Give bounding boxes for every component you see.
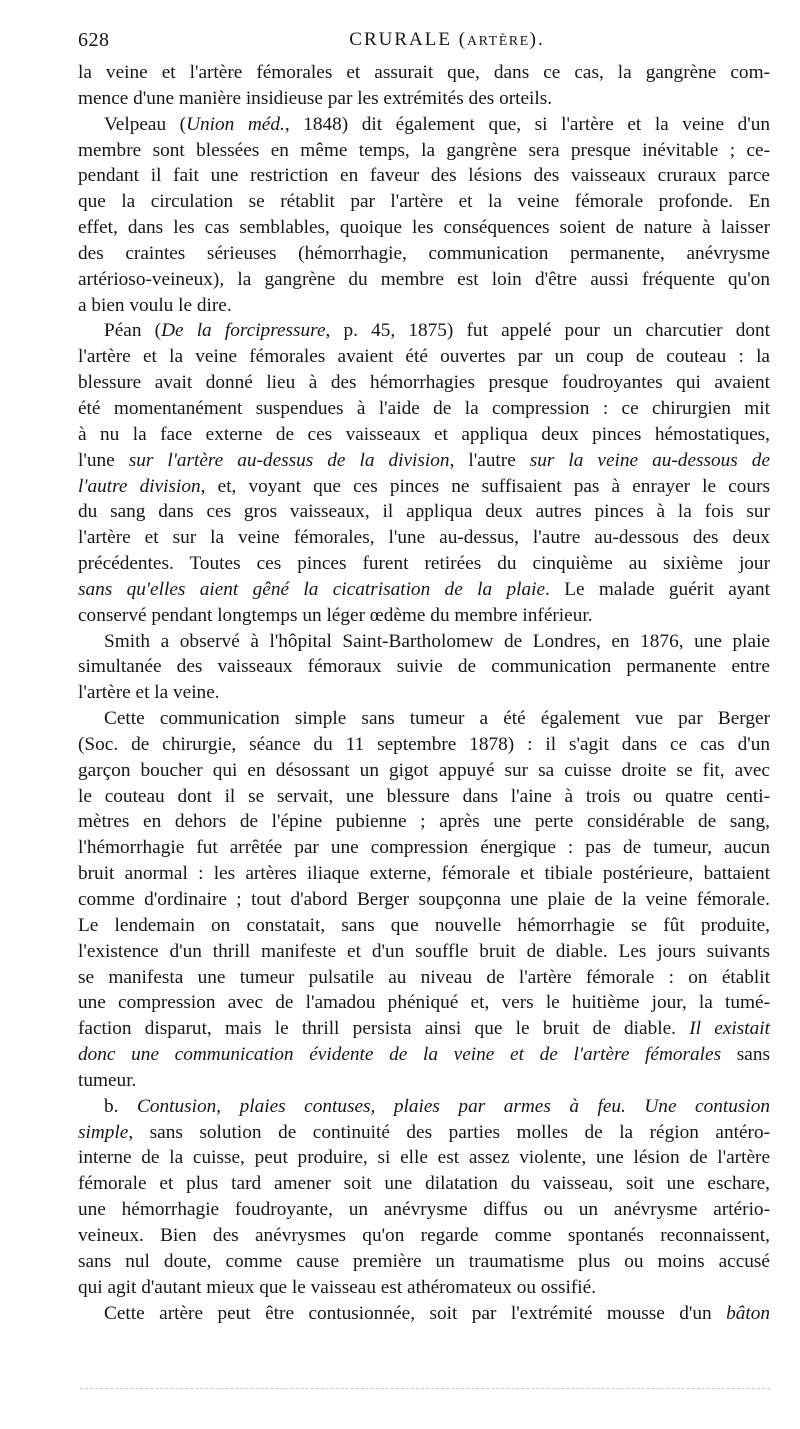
text-line [78, 1145, 770, 1171]
text-run: tumeur. [78, 1069, 137, 1091]
running-head [78, 29, 776, 51]
text-line [78, 809, 770, 835]
text-line [78, 138, 770, 164]
text-run: le couteau dont il se servait, une blessure dans l'aine à trois ou quatre centi- [78, 785, 770, 807]
text-line [78, 422, 770, 448]
text-line [78, 1068, 770, 1094]
text-run: l'existence d'un thrill manifeste et d'un souffle bruit de diable. Les jours suivants [78, 940, 770, 962]
text-line [78, 344, 770, 370]
page-header [78, 29, 776, 55]
italic-run: Il existait [689, 1018, 770, 1040]
text-run: fémorale et plus tard amener soit une dilatation du vaisseau, soit une eschare, [78, 1173, 770, 1195]
text-line [78, 1171, 770, 1197]
text-run: Cette communication simple sans tumeur a été également vue par Berger [104, 708, 770, 730]
text-run: , et, voyant que ces pinces ne suffisaient pas à enrayer le cours [200, 475, 771, 497]
text-run: , l'autre [449, 449, 530, 471]
text-run: Le lendemain on constatait, sans que nouvelle hémorrhagie se fût produite, [78, 914, 770, 936]
text-run: sans [721, 1044, 770, 1066]
text-run: Velpeau ( [104, 113, 187, 135]
text-run: se manifesta une tumeur pulsatile au niveau de l'artère fémorale : on établit [78, 966, 770, 988]
text-line [78, 577, 770, 603]
text-line [78, 370, 770, 396]
text-run: conservé pendant longtemps un léger œdème du membre inférieur. [78, 604, 593, 626]
text-run: , sans solution de continuité des parties molles de la région antéro- [128, 1121, 770, 1143]
text-run: simultanée des vaisseaux fémoraux suivie de communication permanente entre [78, 656, 770, 678]
text-line [78, 60, 770, 86]
text-run: l'artère et la veine. [78, 682, 220, 704]
text-run: bruit anormal : les artères iliaque externe, fémorale et tibiale postérieure, battaient [78, 863, 770, 885]
text-line [78, 965, 770, 991]
text-run: effet, dans les cas semblables, quoique les conséquences soient de nature à laisser [78, 217, 770, 239]
text-line [78, 835, 770, 861]
text-run: membre sont blessées en même temps, la gangrène sera presque inévitable ; ce- [78, 139, 770, 161]
text-line [78, 913, 770, 939]
text-line [78, 215, 770, 241]
text-run: a bien voulu le dire. [78, 294, 232, 316]
text-run: l'artère et la veine fémorales avaient été ouvertes par un coup de couteau : la [78, 346, 770, 368]
text-run: Péan ( [104, 320, 162, 342]
running-head-end: ). [529, 29, 545, 50]
text-line [78, 629, 770, 655]
text-run: comme d'ordinaire ; tout d'abord Berger soupçonna une plaie de la veine fémorale. [78, 889, 770, 910]
text-line [78, 267, 770, 293]
text-run: mence d'une manière insidieuse par les extrémités des orteils. [78, 87, 553, 109]
text-line [78, 887, 770, 913]
italic-run: Union méd. [186, 113, 285, 135]
text-line [78, 732, 770, 758]
body-text [78, 60, 770, 1326]
text-line [78, 1094, 770, 1120]
text-run: que la circulation se rétablit par l'artère et la veine fémorale profonde. En [78, 191, 770, 213]
text-line [78, 706, 770, 732]
text-line [78, 189, 770, 215]
text-run: sans nul doute, comme cause première un traumatisme plus ou moins accusé [78, 1250, 770, 1272]
italic-run: sur la veine au-dessous de [529, 449, 770, 471]
text-line [78, 163, 770, 189]
footer-rule [80, 1388, 770, 1389]
text-line [78, 396, 770, 422]
text-line [78, 293, 770, 319]
text-run: l'artère et sur la veine fémorales, l'une au-dessus, l'autre au-dessous des deux [78, 527, 770, 549]
text-line [78, 474, 770, 500]
text-line [78, 525, 770, 551]
text-line [78, 1275, 770, 1301]
text-run: été momentanément suspendues à l'aide de la compression : ce chirurgien mit [78, 397, 770, 419]
italic-run: Contusion, plaies contuses, plaies par armes à feu. Une contusion [136, 1095, 770, 1117]
text-run: faction disparut, mais le thrill persista ainsi que le bruit de diable. [78, 1018, 690, 1040]
text-run: du sang dans ces gros vaisseaux, il appliqua deux autres pinces à la fois sur [78, 501, 770, 523]
text-run: une hémorrhagie foudroyante, un anévrysme diffus ou un anévrysme artério- [78, 1199, 770, 1221]
text-line [78, 86, 770, 112]
text-run: b. [104, 1095, 137, 1117]
text-run: , 1848) dit également que, si l'artère et la veine d'un [284, 113, 771, 135]
text-line [78, 654, 770, 680]
running-head-main: CRURALE ( [349, 29, 468, 50]
text-run: pendant il fait une restriction en faveur des lésions des vaisseaux cruraux parce [78, 165, 770, 187]
running-head-small-caps: ARTÈRE [467, 34, 530, 49]
text-line [78, 551, 770, 577]
text-line [78, 112, 770, 138]
text-run: Cette artère peut être contusionnée, soit par l'extrémité mousse d'un [104, 1302, 727, 1324]
italic-run: De la forcipressure [161, 320, 326, 342]
text-line [78, 1197, 770, 1223]
text-line [78, 990, 770, 1016]
text-run: Smith a observé à l'hôpital Saint-Bartholomew de Londres, en 1876, une plaie [104, 630, 770, 652]
text-run: . Le malade guérit ayant [545, 578, 770, 600]
text-line [78, 939, 770, 965]
text-line [78, 448, 770, 474]
page-number: 628 [78, 29, 110, 51]
italic-run: sans qu'elles aient gêné la cicatrisation de la plaie [78, 578, 546, 600]
text-line [78, 318, 770, 344]
text-run: artérioso-veineux), la gangrène du membre est loin d'être aussi fréquente qu'on [78, 268, 770, 290]
text-run: l'une [78, 449, 129, 471]
text-run: à nu la face externe de ces vaisseaux et appliqua deux pinces hémostatiques, [78, 423, 770, 445]
text-run: une compression avec de l'amadou phéniqué et, vers le huitième jour, la tumé- [78, 992, 770, 1014]
text-line [78, 1223, 770, 1249]
italic-run: donc une communication évidente de la veine et de l'artère fémorales [78, 1044, 722, 1066]
text-run: la veine et l'artère fémorales et assurait que, dans ce cas, la gangrène com- [78, 62, 770, 83]
text-line [78, 499, 770, 525]
text-line [78, 1120, 770, 1146]
text-run: veineux. Bien des anévrysmes qu'on regarde comme spontanés reconnaissent, [78, 1224, 770, 1246]
text-line [78, 1042, 770, 1068]
text-run: mètres en dehors de l'épine pubienne ; après une perte considérable de sang, [78, 811, 770, 833]
italic-run: l'autre division [78, 475, 201, 497]
text-line [78, 680, 770, 706]
text-run: garçon boucher qui en désossant un gigot appuyé sur sa cuisse droite se fit, avec [78, 759, 770, 781]
text-run: des craintes sérieuses (hémorrhagie, communication permanente, anévrysme [78, 242, 770, 264]
text-line [78, 861, 770, 887]
text-run: qui agit d'autant mieux que le vaisseau est athéromateux ou ossifié. [78, 1276, 597, 1298]
text-run: blessure avait donné lieu à des hémorrhagies presque foudroyantes qui avaient [78, 372, 770, 394]
text-run: (Soc. de chirurgie, séance du 11 septembre 1878) : il s'agit dans ce cas d'un [78, 733, 770, 755]
italic-run: simple [78, 1121, 129, 1143]
text-run: , p. 45, 1875) fut appelé pour un charcutier dont [325, 320, 770, 342]
text-line [78, 1301, 770, 1327]
text-line [78, 1016, 770, 1042]
text-run: l'hémorrhagie fut arrêtée par une compression énergique : pas de tumeur, aucun [78, 837, 770, 859]
text-line [78, 1249, 770, 1275]
text-line [78, 758, 770, 784]
text-run: précédentes. Toutes ces pinces furent retirées du cinquième au sixième jour [78, 553, 770, 575]
text-line [78, 241, 770, 267]
text-line [78, 784, 770, 810]
text-run: interne de la cuisse, peut produire, si elle est assez violente, une lésion de l'artère [78, 1147, 770, 1169]
italic-run: bâton [726, 1302, 770, 1324]
text-line [78, 603, 770, 629]
italic-run: sur l'artère au-dessus de la division [128, 449, 450, 471]
